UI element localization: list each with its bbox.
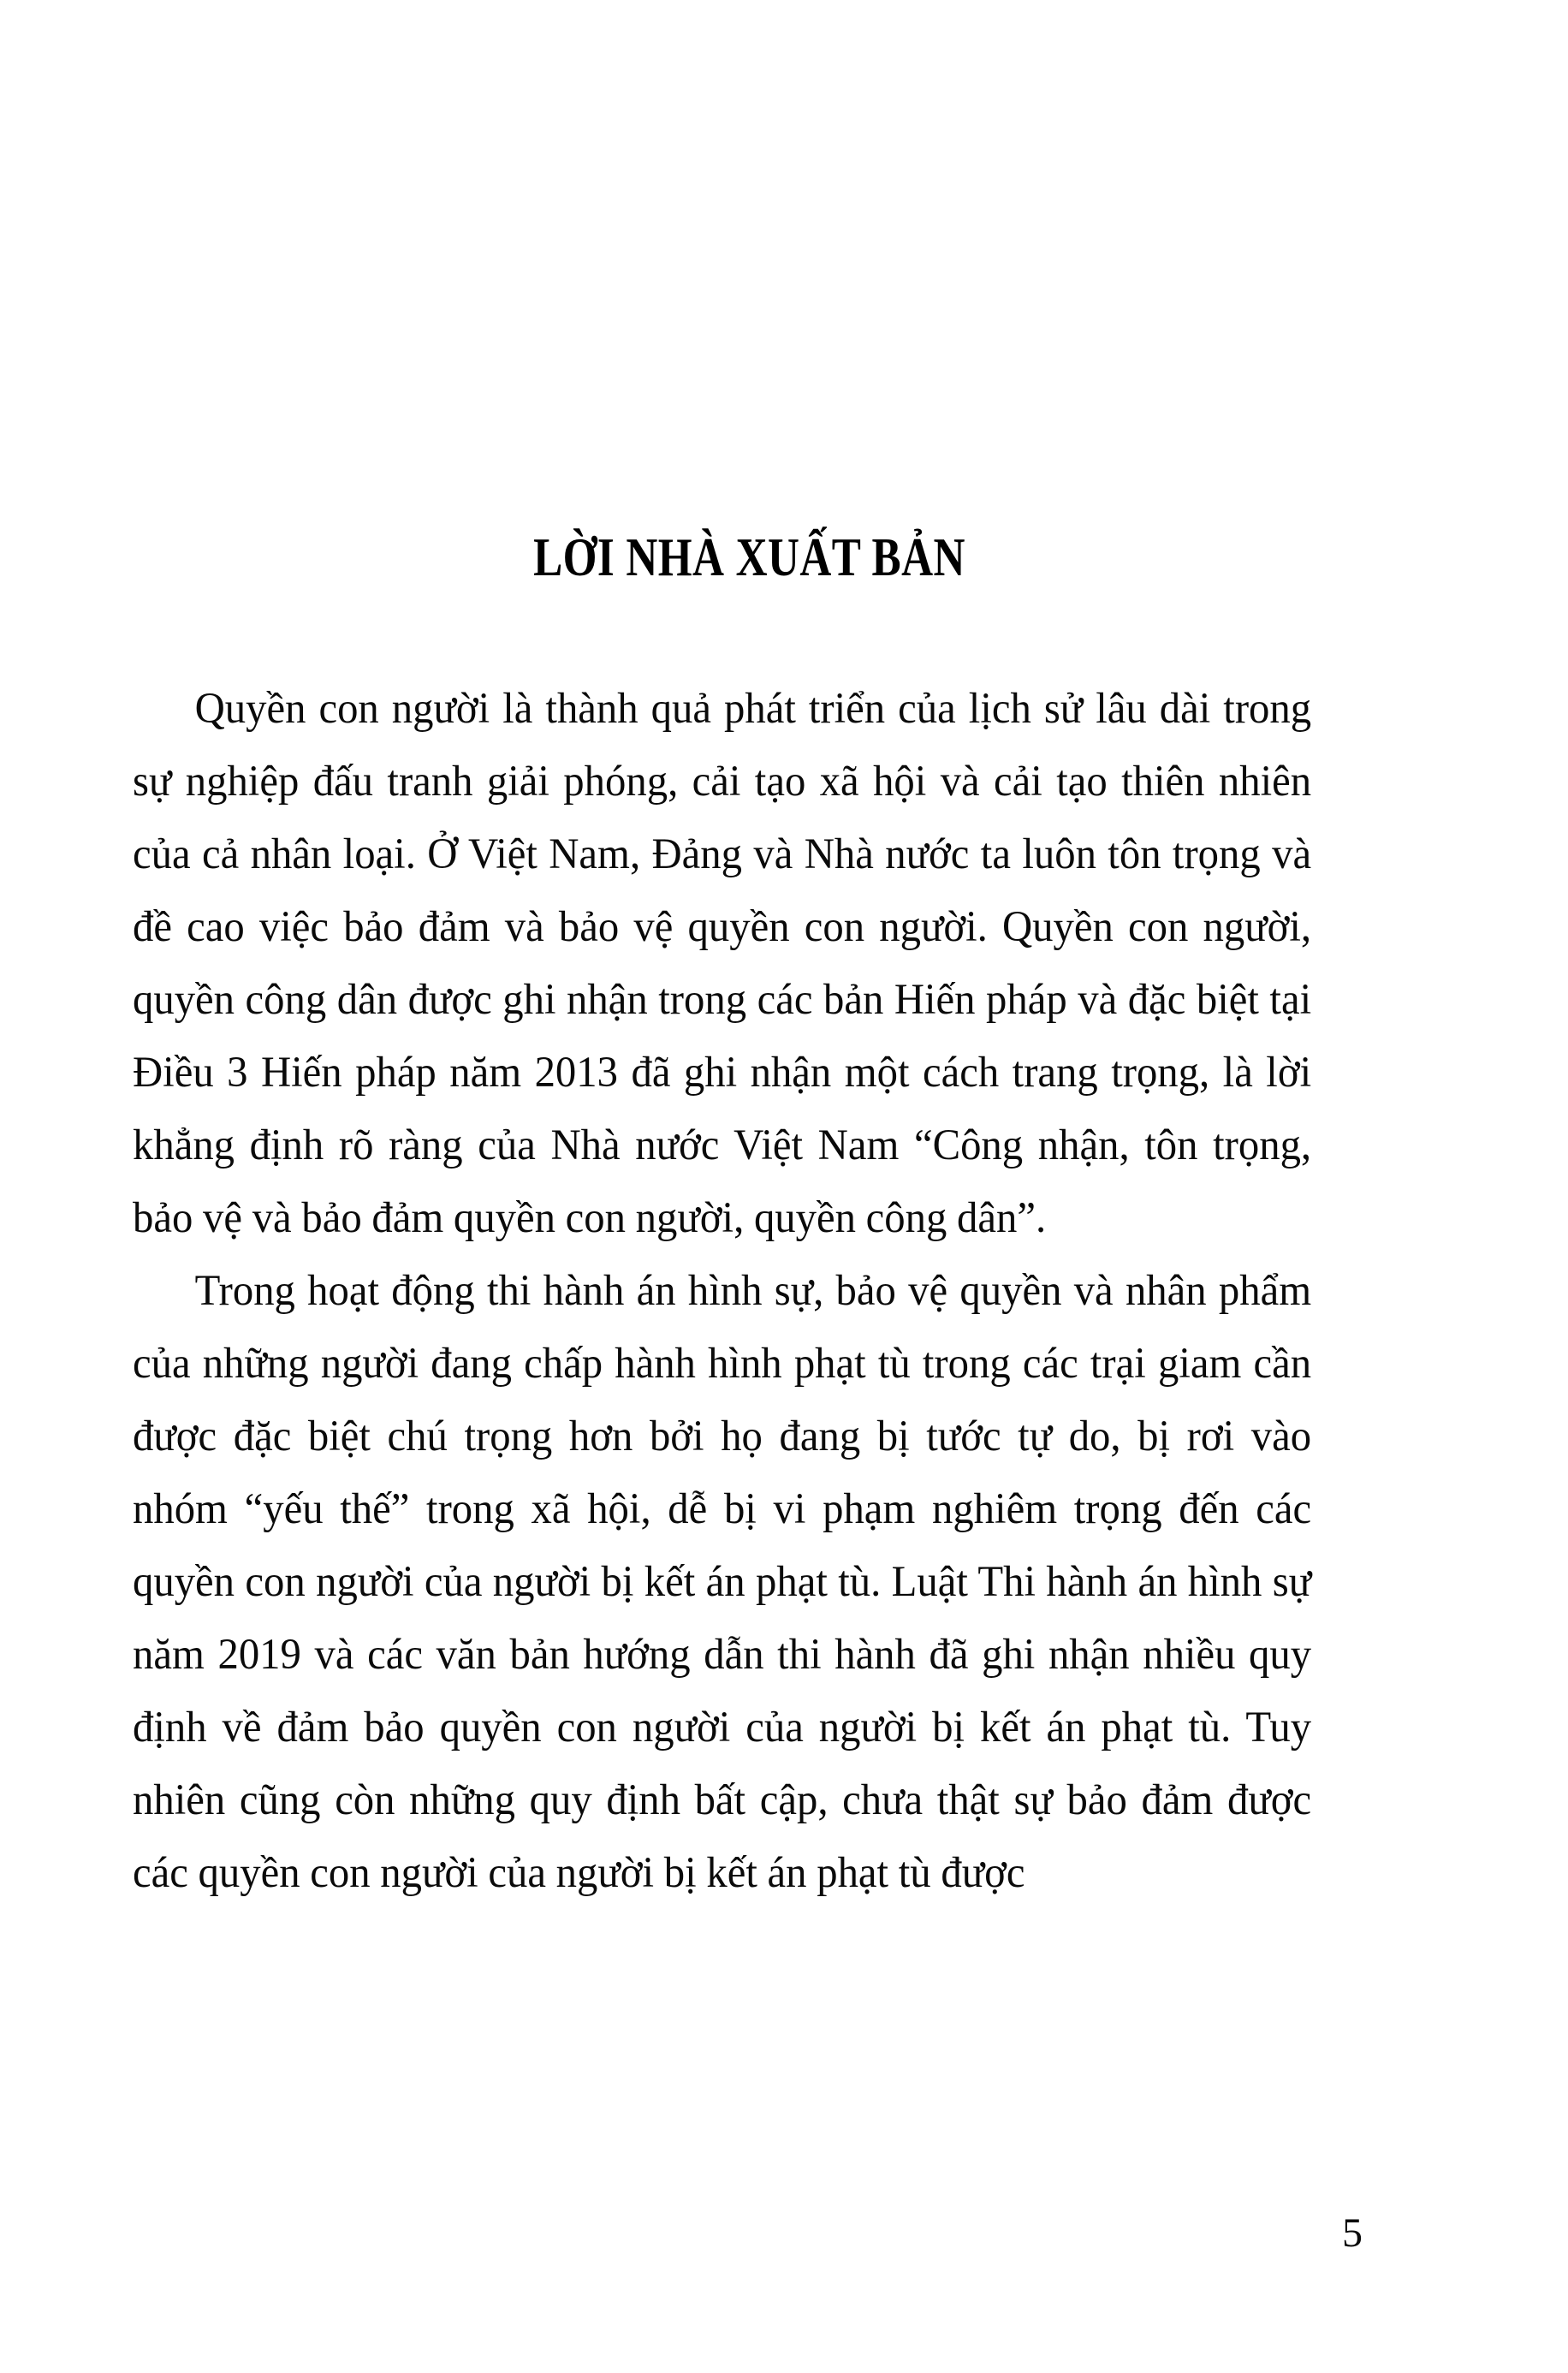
body-text-block [133,673,1367,1910]
paragraph: Quyền con người là thành quả phát triển của lịch sử lâu dài trong sự nghiệp đấu tranh giải phóng, cải tạo xã hội và cải tạo thiên nhiên của cả nhân loại. Ở Việt Nam, Đảng và Nhà nước ta luôn tôn trọng và đề cao việc bảo đảm và bảo vệ quyền con người. Quyền con người, quyền công dân được ghi nhận trong các bản Hiến pháp và đặc biệt tại Điều 3 Hiến pháp năm 2013 đã ghi nhận một cách trang trọng, là lời khẳng định rõ ràng của Nhà nước Việt Nam “Công nhận, tôn trọng, bảo vệ và bảo đảm quyền con người, quyền công dân”. [133,685,1312,1242]
page-title: LỜI NHÀ XUẤT BẢN [532,526,965,587]
page-number: 5 [1342,2210,1363,2256]
page-title-block [133,493,1365,622]
paragraph: Trong hoạt động thi hành án hình sự, bảo vệ quyền và nhân phẩm của những người đang chấp hành hình phạt tù trong các trại giam cần được đặc biệt chú trọng hơn bởi họ đang bị tước tự do, bị rơi vào nhóm “yếu thế” trong xã hội, dễ bị vi phạm nghiêm trọng đến các quyền con người của người bị kết án phạt tù. Luật Thi hành án hình sự năm 2019 và các văn bản hướng dẫn thi hành đã ghi nhận nhiều quy định về đảm bảo quyền con người của người bị kết án phạt tù. Tuy nhiên cũng còn những quy định bất cập, chưa thật sự bảo đảm được các quyền con người của người bị kết án phạt tù được [133,1267,1312,1897]
